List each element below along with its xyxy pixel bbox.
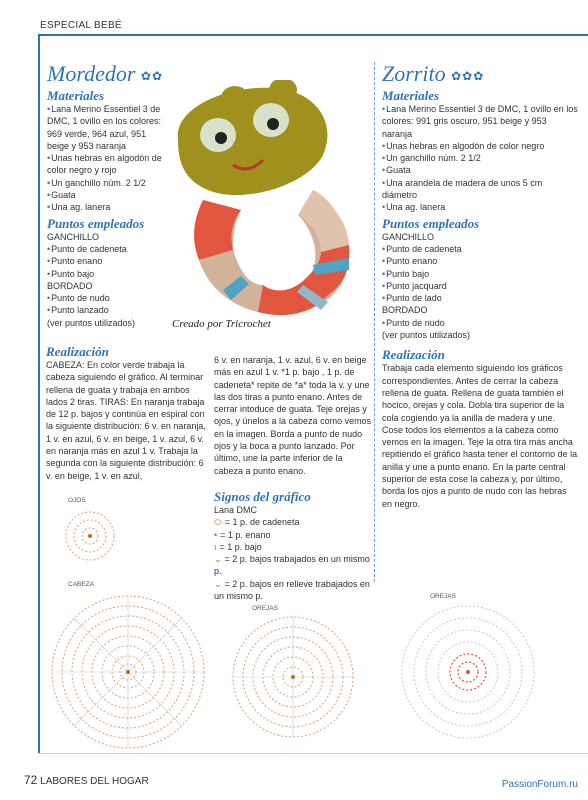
footer bbox=[24, 773, 149, 787]
column-divider bbox=[374, 62, 375, 582]
mordedor-materiales-heading: Materiales bbox=[47, 88, 105, 103]
difficulty-flower-icon: ✿✿ bbox=[140, 68, 164, 83]
mordedor-puntos-list bbox=[47, 231, 163, 329]
slip-stitch-symbol-icon: • bbox=[214, 529, 218, 540]
signos-list bbox=[214, 504, 374, 602]
punto-item: • Punto de lado bbox=[382, 292, 578, 304]
material-item: • Unas hebras en algodón de color negro y rojo bbox=[47, 152, 163, 177]
signo-item bbox=[214, 529, 374, 541]
signo-text: = 2 p. bajos trabajados en un mismo p. bbox=[214, 554, 370, 577]
puntos-subheading: BORDADO bbox=[382, 305, 428, 316]
material-item: • Una arandela de madera de unos 5 cm diámetro bbox=[382, 177, 578, 202]
diagram-label-cabeza: CABEZA bbox=[68, 581, 95, 588]
signo-item bbox=[214, 553, 374, 578]
signo-item bbox=[214, 578, 374, 603]
punto-item: • Punto enano bbox=[382, 255, 578, 267]
material-item: • Un ganchillo núm. 2 1/2 bbox=[47, 177, 163, 189]
signo-text: = 2 p. bajos en relieve trabajados en un mismo p. bbox=[214, 578, 370, 602]
puntos-note: (ver puntos utilizados) bbox=[382, 330, 471, 341]
mordedor-realizacion-heading: Realización bbox=[46, 344, 109, 359]
material-item: • Lana Merino Essentiel 3 de DMC, 1 ovillo en los colores: 969 verde, 964 azul, 951 beige y 953 naranja bbox=[47, 103, 163, 152]
signo-text: = 1 p. enano bbox=[220, 529, 271, 540]
puntos-note: (ver puntos utilizados) bbox=[47, 317, 136, 328]
material-item: • Una ag. lanera bbox=[47, 201, 163, 213]
crochet-teether-photo bbox=[163, 80, 363, 325]
puntos-subheading: GANCHILLO bbox=[382, 231, 435, 242]
left-rail bbox=[38, 35, 40, 753]
signo-text: = 1 p. de cadeneta bbox=[224, 517, 300, 528]
material-item: • Unas hebras en algodón de color negro bbox=[382, 140, 578, 152]
material-item: • Guata bbox=[382, 164, 578, 176]
zorrito-materiales-heading: Materiales bbox=[382, 88, 440, 103]
mordedor-title bbox=[47, 62, 163, 88]
punto-item: • Punto jacquard bbox=[382, 280, 578, 292]
single-crochet-symbol-icon: ı bbox=[214, 541, 217, 552]
zorrito-realizacion-heading: Realización bbox=[382, 347, 445, 363]
punto-item: • Punto de cadeneta bbox=[47, 243, 163, 255]
zorrito-materiales-list bbox=[382, 103, 578, 214]
punto-item: • Punto de nudo bbox=[47, 292, 163, 304]
punto-item: • Punto de nudo bbox=[382, 317, 578, 329]
page-header-label: ESPECIAL BEBÉ bbox=[40, 20, 122, 31]
signo-item bbox=[214, 541, 374, 553]
zorrito-column bbox=[382, 86, 578, 510]
watermark: PassionForum.ru bbox=[501, 779, 578, 790]
relief-increase-symbol-icon: ⌄ bbox=[214, 578, 222, 589]
mordedor-materiales-list bbox=[47, 103, 163, 214]
zorrito-title bbox=[382, 62, 484, 88]
orejas-crochet-diagram bbox=[230, 614, 356, 740]
footer-rule bbox=[38, 753, 588, 754]
increase-symbol-icon: ⌄ bbox=[214, 554, 222, 565]
diagram-label-ojos: OJOS bbox=[68, 497, 86, 504]
mordedor-title-text: Mordedor bbox=[47, 61, 136, 86]
chain-symbol-icon: ⬭ bbox=[214, 517, 222, 528]
cabeza-crochet-diagram bbox=[48, 592, 208, 752]
diagram-label-orejas-zorrito: OREJAS bbox=[430, 593, 457, 600]
signo-text: = 1 p. bajo bbox=[219, 541, 262, 552]
signo-item bbox=[214, 516, 374, 528]
mordedor-realizacion-text-2: 6 v. en naranja, 1 v. azul, 6 v. en beige más en azul 1 v. *1 p. bajo , 1 p. de cadeneta* repite de *a* toda la v. y une las dos tiras a punto enano. Antes de cerrar intoduce de guata. Teje orejas y ojos, y únelos a la cabeza como vemos en la imagen. Borda a punto de nudo ojos y la boca a punto lanzado. Por último, une la parte inferior de la cabeza a punto enano. bbox=[214, 355, 372, 476]
magazine-name: LABORES DEL HOGAR bbox=[40, 776, 149, 787]
zorrito-puntos-list bbox=[382, 231, 578, 342]
mordedor-realizacion-text-1: CABEZA: En color verde trabaja la cabeza siguiendo el gráfico. Al terminar rellena de guata y trabaja en ambos lados 2 tiras. TIRAS: En naranja trabaja de 12 p. bajos y continúa en espiral con la siguiente distribución: 6 v. en naranja, 1 v. en azul, 6 v. en beige, 1 v. azul, 6 v. en naranja más en azul 1 v. Trabaja la segunda con la siguiente distribución: 6 v. en beige, 1 v. en azul, bbox=[46, 360, 206, 481]
punto-item: • Punto bajo bbox=[47, 268, 163, 280]
page-number: 72 bbox=[24, 773, 38, 787]
photo-credit: Creado por Tricrochet bbox=[172, 318, 271, 330]
signos-heading: Signos del gráfico bbox=[214, 489, 311, 504]
difficulty-flower-icon: ✿✿✿ bbox=[451, 68, 485, 83]
punto-item: • Punto lanzado bbox=[47, 304, 163, 316]
puntos-subheading: BORDADO bbox=[47, 280, 93, 291]
ojos-crochet-diagram bbox=[62, 508, 118, 564]
puntos-subheading: GANCHILLO bbox=[47, 231, 100, 242]
material-item: • Guata bbox=[47, 189, 163, 201]
material-item: • Un ganchillo núm. 2 1/2 bbox=[382, 152, 578, 164]
diagram-label-orejas: OREJAS bbox=[252, 605, 279, 612]
zorrito-realizacion-text: Trabaja cada elemento siguiendo los gráficos correspondientes. Antes de cerrar la cabeza rellena de guata. Rellena de guata también el hocico, orejas y cola. Dobla tira superior de la cola cogiendo ya la anilla de madera y une. Cose todos los elementos a la cabeza como vemos en la imagen. Teje la otra tira más ancha repitiendo el gráfico hasta tener el contorno de la anilla y une a punto enano. En la parte central superior de esta cose la cabeza y, por último, borda los ojos a punto de nudo con las hebras en negro. bbox=[382, 363, 578, 509]
mordedor-materials-column bbox=[47, 86, 163, 329]
zorrito-orejas-crochet-diagram bbox=[398, 602, 538, 742]
signos-brand: Lana DMC bbox=[214, 505, 258, 515]
mordedor-puntos-heading: Puntos empleados bbox=[47, 215, 145, 231]
punto-item: • Punto de cadeneta bbox=[382, 243, 578, 255]
signos-legend bbox=[214, 487, 374, 602]
mordedor-realizacion bbox=[46, 342, 206, 482]
material-item: • Lana Merino Essentiel 3 de DMC, 1 ovillo en los colores: 991 gris oscuro, 951 beige y 953 naranja bbox=[382, 103, 578, 140]
mordedor-realizacion-continued bbox=[214, 354, 374, 477]
zorrito-title-text: Zorrito bbox=[382, 61, 446, 86]
zorrito-puntos-heading: Puntos empleados bbox=[382, 215, 480, 231]
punto-item: • Punto enano bbox=[47, 255, 163, 267]
header-rule bbox=[38, 34, 588, 36]
punto-item: • Punto bajo bbox=[382, 268, 578, 280]
material-item: • Una ag. lanera bbox=[382, 201, 578, 213]
